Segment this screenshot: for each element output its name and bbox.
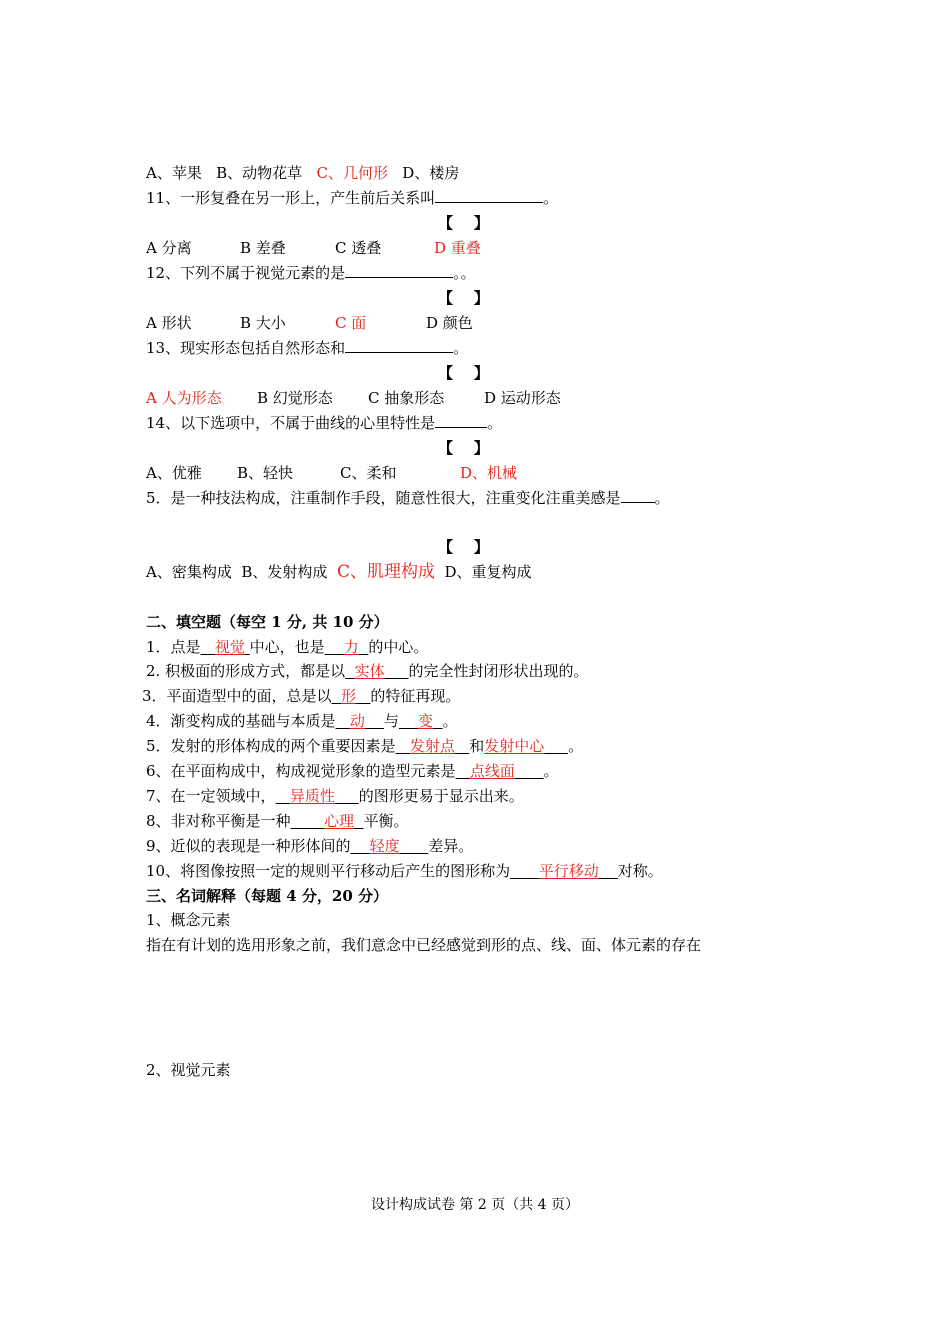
q11-bracket: 【 】	[438, 214, 489, 232]
q12-bracket: 【 】	[438, 289, 489, 307]
q11-text: 11、一形复叠在另一形上，产生前后关系叫	[146, 189, 436, 207]
q12-options	[146, 313, 473, 333]
fill-5-text-b: 和	[469, 737, 485, 755]
q13-options	[146, 388, 561, 408]
fill-9-text-a: 9、近似的表现是一种形体间的	[146, 837, 351, 855]
fill-4-text-a: 4．渐变构成的基础与本质是	[146, 712, 336, 730]
fill-item-6	[146, 761, 559, 781]
q14-blank	[435, 413, 487, 428]
q13-opt-d: D 运动形态	[484, 389, 561, 407]
fill-6-answer-1: 点线面	[469, 762, 515, 780]
q14-opt-d: D、机械	[460, 464, 518, 482]
fill-5-answer-1: 发射点	[409, 737, 455, 755]
q15-options	[146, 562, 532, 582]
q11-opt-a: A 分离	[146, 239, 192, 257]
q10-opt-d: D、楼房	[402, 164, 460, 182]
q10-opt-b: B、动物花草	[216, 164, 303, 182]
term-2-label: 2、视觉元素	[146, 1061, 231, 1079]
q12-suffix: 。。	[453, 264, 476, 282]
q12-opt-b: B 大小	[240, 314, 286, 332]
fill-3-text-a: 3．平面造型中的面，总是以	[142, 687, 332, 705]
q12-text: 12、下列不属于视觉元素的是	[146, 264, 346, 282]
q12-blank	[345, 263, 453, 278]
q11-opt-b: B 差叠	[240, 239, 286, 257]
q15-text: 5．是一种技法构成，注重制作手段，随意性很大，注重变化注重美感是	[146, 489, 621, 507]
fill-2-text-b: 的完全性封闭形状出现的。	[408, 662, 589, 680]
fill-7-answer-1: 异质性	[289, 787, 335, 805]
q14-question	[146, 413, 502, 433]
fill-5-text-c: 。	[568, 737, 584, 755]
fill-4-text-b: 与	[383, 712, 399, 730]
fill-item-4	[146, 711, 458, 731]
q10-options	[146, 163, 459, 183]
fill-item-3	[142, 686, 460, 706]
fill-8-answer-1: 心理	[323, 812, 354, 830]
q15-opt-a: A、密集构成	[146, 563, 232, 581]
fill-9-text-b: 差异。	[428, 837, 474, 855]
fill-1-text-c: 的中心。	[368, 638, 429, 656]
q14-bracket: 【 】	[438, 439, 489, 457]
q13-question	[146, 338, 468, 358]
q13-blank	[345, 338, 453, 353]
q14-options	[146, 463, 518, 483]
q14-opt-c: C、柔和	[340, 464, 397, 482]
q15-opt-d: D、重复构成	[444, 563, 532, 581]
fill-8-text-a: 8、非对称平衡是一种	[146, 812, 291, 830]
q11-blank	[435, 188, 543, 203]
fill-1-answer-2: 力	[343, 638, 359, 656]
q15-opt-c: C、肌理构成	[336, 562, 435, 582]
fill-section-title: 二、填空题（每空 1 分, 共 10 分）	[146, 613, 389, 631]
q14-suffix: 。	[487, 414, 503, 432]
fill-8-text-b: 平衡。	[363, 812, 409, 830]
fill-item-10	[146, 861, 663, 881]
term-1-answer: 指在有计划的选用形象之前，我们意念中已经感觉到形的点、线、面、体元素的存在	[146, 936, 702, 954]
q15-opt-b: B、发射构成	[241, 563, 328, 581]
q12-opt-a: A 形状	[146, 314, 192, 332]
q15-question	[146, 488, 670, 508]
terms-section-title: 三、名词解释（每题 4 分，20 分）	[146, 887, 388, 905]
q15-bracket: 【 】	[438, 538, 489, 556]
fill-5-text-a: 5．发射的形体构成的两个重要因素是	[146, 737, 396, 755]
q11-options	[146, 238, 481, 258]
fill-2-answer-1: 实体	[354, 662, 385, 680]
q13-opt-c: C 抽象形态	[368, 389, 445, 407]
fill-10-text-b: 对称。	[617, 862, 663, 880]
fill-10-answer-1: 平行移动	[538, 862, 599, 880]
fill-item-2	[146, 661, 589, 681]
page-footer: 设计构成试卷 第 2 页（共 4 页）	[370, 1197, 580, 1213]
fill-item-7	[146, 786, 524, 806]
fill-4-text-c: 。	[442, 712, 458, 730]
fill-item-9	[146, 836, 473, 856]
fill-3-answer-1: 形	[341, 687, 357, 705]
q15-blank	[621, 488, 655, 503]
fill-10-text-a: 10、将图像按照一定的规则平行移动后产生的图形称为	[146, 862, 511, 880]
q13-text: 13、现实形态包括自然形态和	[146, 339, 346, 357]
q13-bracket: 【 】	[438, 364, 489, 382]
q11-opt-d: D 重叠	[434, 239, 481, 257]
q10-opt-c: C、几何形	[316, 164, 388, 182]
q13-suffix: 。	[453, 339, 469, 357]
fill-7-text-a: 7、在一定领域中，	[146, 787, 276, 805]
fill-item-8	[146, 811, 409, 831]
fill-6-text-b: 。	[543, 762, 559, 780]
fill-5-answer-2: 发射中心	[484, 737, 545, 755]
q11-opt-c: C 透叠	[335, 239, 382, 257]
fill-7-text-b: 的图形更易于显示出来。	[358, 787, 524, 805]
fill-4-answer-1: 动	[349, 712, 365, 730]
fill-1-answer-1: 视觉	[214, 638, 245, 656]
fill-3-text-b: 的特征再现。	[370, 687, 461, 705]
fill-2-text-a: 2. 积极面的形成方式，都是以	[146, 662, 346, 680]
q10-opt-a: A、苹果	[146, 164, 202, 182]
q13-opt-b: B 幻觉形态	[257, 389, 333, 407]
q11-question	[146, 188, 558, 208]
q14-text: 14、以下选项中，不属于曲线的心里特性是	[146, 414, 436, 432]
q13-opt-a: A 人为形态	[146, 389, 222, 407]
term-1-label: 1、概念元素	[146, 911, 231, 929]
fill-6-text-a: 6、在平面构成中，构成视觉形象的造型元素是	[146, 762, 456, 780]
q14-opt-a: A、优雅	[146, 464, 202, 482]
fill-item-5	[146, 736, 583, 756]
fill-1-text-b: 中心，也是	[249, 638, 325, 656]
q12-opt-c: C 面	[335, 314, 367, 332]
fill-9-answer-1: 轻度	[369, 837, 400, 855]
fill-item-1	[146, 637, 428, 657]
q15-suffix: 。	[654, 489, 670, 507]
fill-1-text-a: 1．点是	[146, 638, 201, 656]
q12-opt-d: D 颜色	[426, 314, 473, 332]
q14-opt-b: B、轻快	[237, 464, 294, 482]
fill-4-answer-2: 变	[418, 712, 434, 730]
q12-question	[146, 263, 476, 283]
q11-suffix: 。	[543, 189, 559, 207]
